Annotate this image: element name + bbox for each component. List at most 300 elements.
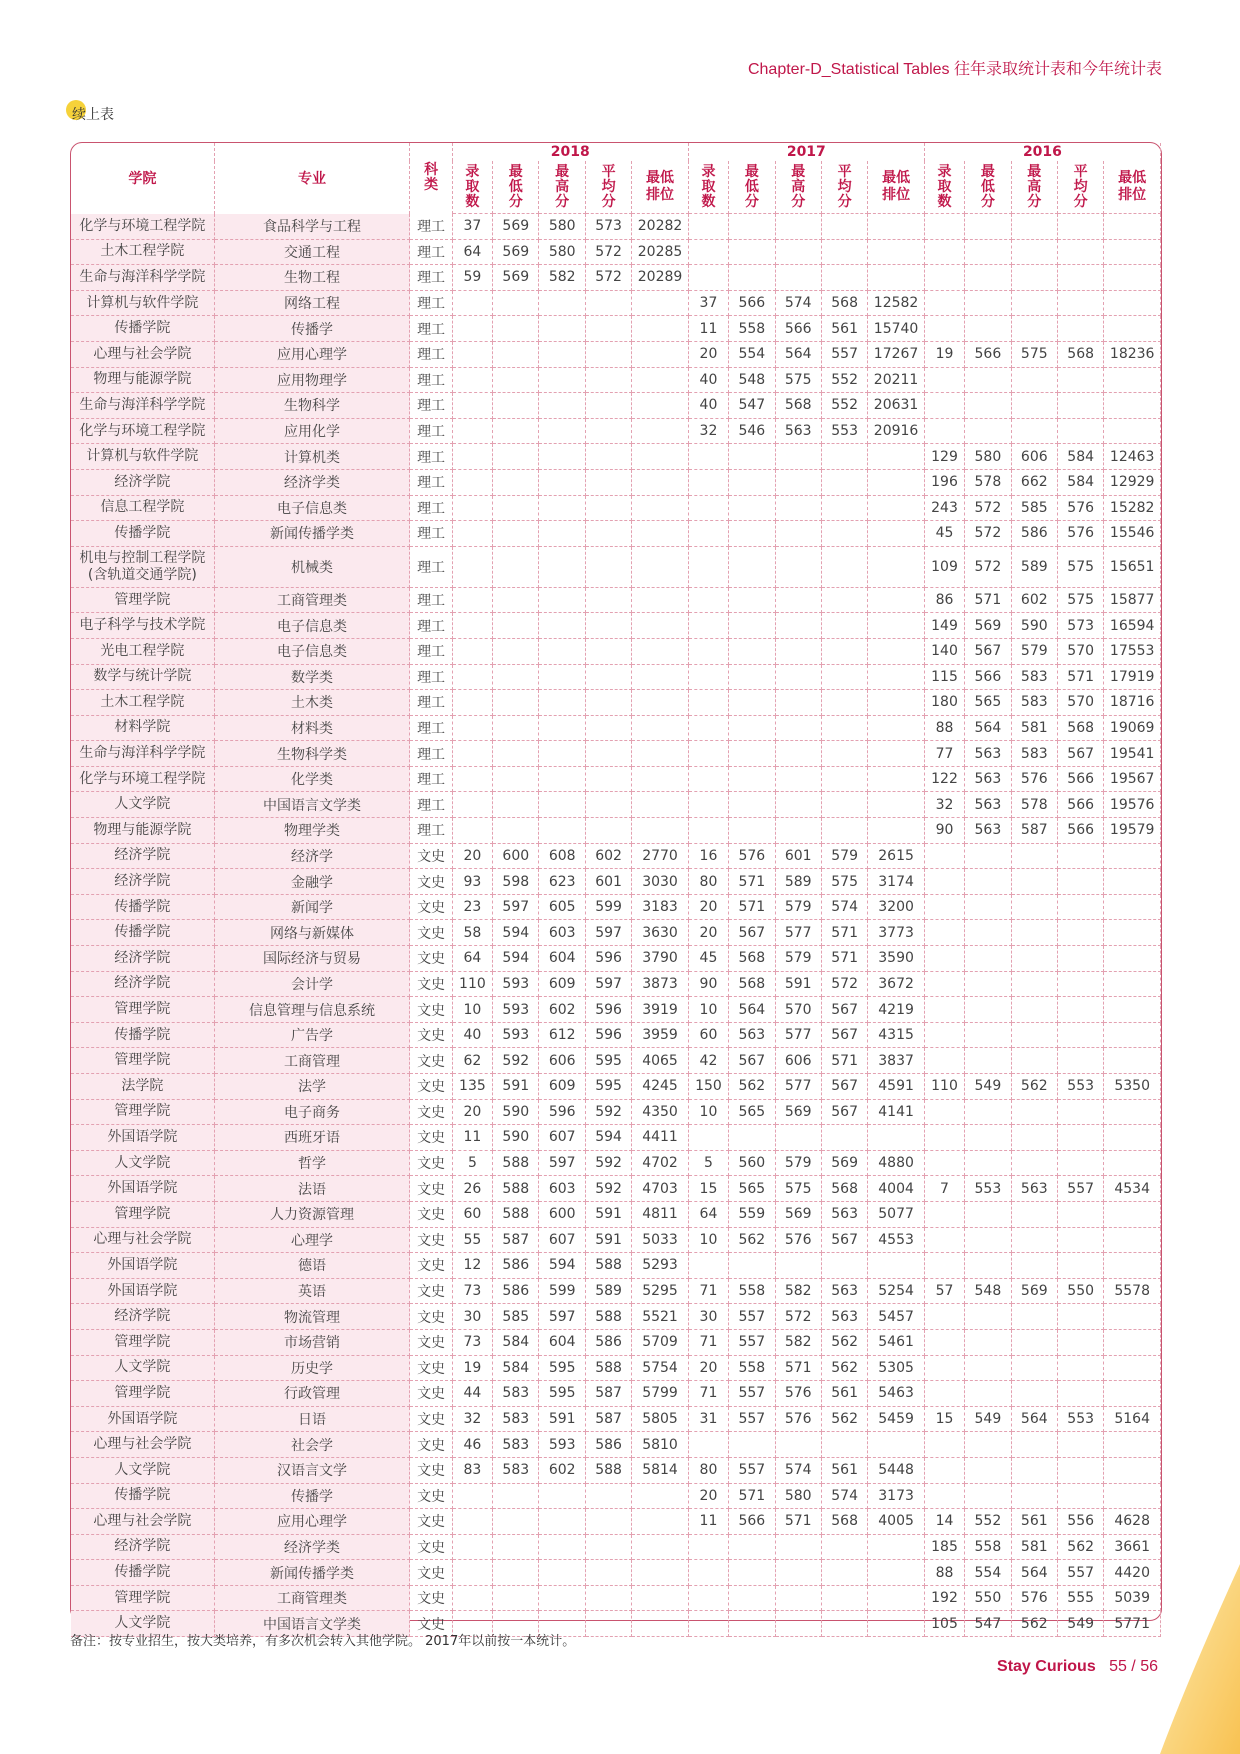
cell-college: 管理学院: [71, 1585, 214, 1611]
cell-value: [729, 546, 775, 587]
cell-value: [539, 766, 585, 792]
cell-major: 食品科学与工程: [214, 214, 410, 240]
table-row: [71, 613, 1161, 639]
cell-value: [585, 818, 631, 844]
cell-value: 572: [965, 546, 1011, 587]
cell-value: 583: [1011, 741, 1057, 767]
cell-value: 558: [729, 1278, 775, 1304]
cell-value: 16594: [1104, 613, 1161, 639]
cell-value: [1104, 316, 1161, 342]
cell-value: [539, 638, 585, 664]
cell-value: 580: [539, 239, 585, 265]
cell-value: 16: [688, 843, 728, 869]
cell-value: 571: [1057, 664, 1103, 690]
cell-value: 45: [924, 521, 964, 547]
cell-college: 外国语学院: [71, 1176, 214, 1202]
cell-college: 经济学院: [71, 869, 214, 895]
cell-major: 法学: [214, 1074, 410, 1100]
cell-value: [1057, 1304, 1103, 1330]
cell-value: [1011, 1201, 1057, 1227]
cell-value: 580: [965, 444, 1011, 470]
cell-value: 562: [729, 1074, 775, 1100]
cell-value: 135: [452, 1074, 492, 1100]
cell-college: 传播学院: [71, 894, 214, 920]
cell-value: 562: [1011, 1611, 1057, 1637]
cell-value: 2615: [868, 843, 925, 869]
cell-value: [965, 920, 1011, 946]
cell-value: [585, 741, 631, 767]
cell-college: 经济学院: [71, 469, 214, 495]
sub-col-header: 最高分: [775, 161, 821, 214]
cell-value: 5799: [632, 1381, 689, 1407]
cell-value: [493, 792, 539, 818]
cell-value: 58: [452, 920, 492, 946]
cell-value: [1011, 997, 1057, 1023]
cell-value: [539, 1534, 585, 1560]
cell-college: 传播学院: [71, 1483, 214, 1509]
cell-value: [632, 546, 689, 587]
cell-college: 电子科学与技术学院: [71, 613, 214, 639]
cell-college: 人文学院: [71, 1355, 214, 1381]
cell-value: 4811: [632, 1201, 689, 1227]
cell-category: 文史: [410, 1457, 452, 1483]
cell-value: 557: [729, 1304, 775, 1330]
cell-value: [1104, 1022, 1161, 1048]
cell-value: [452, 664, 492, 690]
cell-college: 信息工程学院: [71, 495, 214, 521]
cell-value: 3630: [632, 920, 689, 946]
cell-category: 理工: [410, 418, 452, 444]
cell-value: 576: [1057, 495, 1103, 521]
cell-value: [965, 869, 1011, 895]
cell-value: 561: [821, 1381, 867, 1407]
cell-major: 应用心理学: [214, 341, 410, 367]
cell-value: [539, 1483, 585, 1509]
cell-value: [965, 1227, 1011, 1253]
cell-value: 571: [821, 920, 867, 946]
cell-value: [821, 469, 867, 495]
cell-value: 569: [821, 1150, 867, 1176]
cell-value: 59: [452, 265, 492, 291]
cell-value: 88: [924, 1560, 964, 1586]
cell-value: [585, 1483, 631, 1509]
table-row: [71, 1227, 1161, 1253]
cell-value: [1104, 1432, 1161, 1458]
cell-value: 30: [688, 1304, 728, 1330]
cell-college: 人文学院: [71, 1150, 214, 1176]
cell-value: [924, 1048, 964, 1074]
cell-value: [821, 444, 867, 470]
cell-major: 法语: [214, 1176, 410, 1202]
cell-value: 584: [493, 1355, 539, 1381]
cell-value: 30: [452, 1304, 492, 1330]
cell-value: [868, 1125, 925, 1151]
cell-value: [965, 1253, 1011, 1279]
cell-value: [1011, 843, 1057, 869]
cell-value: [632, 638, 689, 664]
cell-major: 网络与新媒体: [214, 920, 410, 946]
col-college-header: 学院: [71, 143, 214, 214]
cell-category: 文史: [410, 971, 452, 997]
cell-category: 文史: [410, 1483, 452, 1509]
cell-value: [632, 792, 689, 818]
cell-value: [965, 1432, 1011, 1458]
cell-value: [1057, 290, 1103, 316]
cell-college: 计算机与软件学院: [71, 444, 214, 470]
cell-value: [688, 1560, 728, 1586]
table-row: [71, 1074, 1161, 1100]
cell-value: 563: [965, 741, 1011, 767]
cell-value: [1104, 290, 1161, 316]
cell-college: 生命与海洋科学学院: [71, 393, 214, 419]
table-row: [71, 715, 1161, 741]
cell-value: 588: [493, 1176, 539, 1202]
cell-value: 562: [1011, 1074, 1057, 1100]
cell-value: [775, 444, 821, 470]
cell-value: 83: [452, 1457, 492, 1483]
sub-col-header: 录取数: [688, 161, 728, 214]
cell-category: 理工: [410, 367, 452, 393]
cell-value: 20: [688, 894, 728, 920]
cell-value: 3790: [632, 946, 689, 972]
cell-major: 会计学: [214, 971, 410, 997]
cell-value: 71: [688, 1278, 728, 1304]
cell-category: 文史: [410, 1534, 452, 1560]
cell-value: [775, 792, 821, 818]
cell-value: 566: [1057, 792, 1103, 818]
cell-college: 外国语学院: [71, 1125, 214, 1151]
cell-college: 传播学院: [71, 1560, 214, 1586]
cell-value: 575: [1011, 341, 1057, 367]
cell-value: 561: [821, 316, 867, 342]
cell-value: 571: [729, 1483, 775, 1509]
table-row: [71, 1022, 1161, 1048]
cell-value: [775, 715, 821, 741]
table-row: [71, 690, 1161, 716]
cell-value: [1057, 239, 1103, 265]
cell-value: 5077: [868, 1201, 925, 1227]
year-header-2016: 2016: [924, 143, 1160, 161]
cell-value: 5461: [868, 1329, 925, 1355]
cell-value: 549: [965, 1074, 1011, 1100]
cell-value: [585, 290, 631, 316]
cell-value: 562: [821, 1406, 867, 1432]
cell-value: 584: [493, 1329, 539, 1355]
cell-value: [539, 1509, 585, 1535]
cell-value: 586: [585, 1432, 631, 1458]
cell-college: 外国语学院: [71, 1406, 214, 1432]
cell-value: [775, 1560, 821, 1586]
cell-value: [775, 546, 821, 587]
cell-value: [1057, 1483, 1103, 1509]
cell-value: [965, 1150, 1011, 1176]
cell-value: [585, 664, 631, 690]
cell-value: 564: [729, 997, 775, 1023]
cell-value: [493, 766, 539, 792]
cell-value: 557: [729, 1406, 775, 1432]
cell-value: 592: [585, 1176, 631, 1202]
cell-value: 576: [1011, 1585, 1057, 1611]
table-row: [71, 741, 1161, 767]
cell-value: 17919: [1104, 664, 1161, 690]
cell-value: 5771: [1104, 1611, 1161, 1637]
cell-value: [924, 1253, 964, 1279]
cell-value: [452, 546, 492, 587]
cell-value: 4880: [868, 1150, 925, 1176]
cell-value: 77: [924, 741, 964, 767]
cell-value: 586: [493, 1253, 539, 1279]
cell-value: [688, 546, 728, 587]
cell-value: [729, 1125, 775, 1151]
cell-value: 589: [585, 1278, 631, 1304]
cell-value: [868, 587, 925, 613]
cell-value: [1104, 1099, 1161, 1125]
cell-value: [688, 521, 728, 547]
cell-value: [493, 613, 539, 639]
continued-text: 续上表: [72, 107, 114, 123]
cell-value: 578: [1011, 792, 1057, 818]
cell-college: 数学与统计学院: [71, 664, 214, 690]
cell-value: [775, 664, 821, 690]
cell-value: [1011, 1253, 1057, 1279]
cell-value: 582: [539, 265, 585, 291]
table-row: [71, 239, 1161, 265]
table-row: [71, 997, 1161, 1023]
cell-college: 机电与控制工程学院(含轨道交通学院): [71, 546, 214, 587]
cell-value: 595: [585, 1048, 631, 1074]
col-major-header: 专业: [214, 143, 410, 214]
sub-col-header: 最低排位: [632, 161, 689, 214]
cell-value: [775, 1432, 821, 1458]
cell-value: [775, 766, 821, 792]
cell-value: 568: [775, 393, 821, 419]
cell-value: 571: [775, 1355, 821, 1381]
cell-value: 567: [821, 997, 867, 1023]
cell-value: [965, 1125, 1011, 1151]
page-number: 55 / 56: [1109, 1658, 1158, 1675]
cell-value: 592: [585, 1150, 631, 1176]
cell-value: [452, 469, 492, 495]
cell-value: [688, 469, 728, 495]
cell-value: [452, 1560, 492, 1586]
cell-value: [821, 1560, 867, 1586]
cell-value: 558: [965, 1534, 1011, 1560]
cell-value: [924, 920, 964, 946]
cell-value: [1104, 920, 1161, 946]
cell-value: 20: [688, 1483, 728, 1509]
cell-value: 4703: [632, 1176, 689, 1202]
cell-value: [729, 214, 775, 240]
cell-value: 576: [1057, 521, 1103, 547]
cell-major: 经济学: [214, 843, 410, 869]
cell-value: 3837: [868, 1048, 925, 1074]
cell-value: [775, 587, 821, 613]
cell-college: 传播学院: [71, 920, 214, 946]
cell-category: 文史: [410, 869, 452, 895]
cell-value: 563: [821, 1278, 867, 1304]
cell-value: 17267: [868, 341, 925, 367]
cell-value: 19: [924, 341, 964, 367]
cell-value: 589: [1011, 546, 1057, 587]
cell-value: [1104, 869, 1161, 895]
cell-value: [1011, 393, 1057, 419]
cell-value: [452, 367, 492, 393]
cell-value: 594: [585, 1125, 631, 1151]
cell-value: 571: [775, 1509, 821, 1535]
cell-value: 60: [688, 1022, 728, 1048]
cell-value: [775, 1611, 821, 1637]
cell-value: 4065: [632, 1048, 689, 1074]
cell-category: 理工: [410, 818, 452, 844]
cell-value: [924, 418, 964, 444]
cell-category: 文史: [410, 1176, 452, 1202]
cell-value: [452, 444, 492, 470]
cell-value: [924, 1381, 964, 1407]
sub-col-header: 最低分: [965, 161, 1011, 214]
cell-category: 文史: [410, 1509, 452, 1535]
cell-value: 612: [539, 1022, 585, 1048]
cell-value: 80: [688, 1457, 728, 1483]
cell-value: [585, 444, 631, 470]
cell-college: 人文学院: [71, 1457, 214, 1483]
cell-value: [924, 1329, 964, 1355]
cell-value: [452, 495, 492, 521]
cell-value: [688, 239, 728, 265]
cell-college: 计算机与软件学院: [71, 290, 214, 316]
cell-value: 115: [924, 664, 964, 690]
cell-value: [632, 367, 689, 393]
cell-value: [868, 521, 925, 547]
cell-value: [965, 1048, 1011, 1074]
cell-major: 英语: [214, 1278, 410, 1304]
cell-value: 566: [1057, 818, 1103, 844]
cell-value: 552: [821, 393, 867, 419]
cell-value: [965, 843, 1011, 869]
cell-value: [493, 664, 539, 690]
table-row: [71, 265, 1161, 291]
cell-value: 593: [493, 1022, 539, 1048]
cell-major: 工商管理类: [214, 587, 410, 613]
cell-value: [775, 613, 821, 639]
cell-value: 548: [965, 1278, 1011, 1304]
cell-value: [821, 587, 867, 613]
cell-value: 64: [688, 1201, 728, 1227]
cell-value: 40: [688, 393, 728, 419]
cell-category: 文史: [410, 946, 452, 972]
cell-value: 576: [1011, 766, 1057, 792]
cell-major: 电子信息类: [214, 495, 410, 521]
cell-value: 14: [924, 1509, 964, 1535]
cell-value: 19069: [1104, 715, 1161, 741]
cell-value: 4553: [868, 1227, 925, 1253]
cell-value: 563: [965, 766, 1011, 792]
cell-college: 光电工程学院: [71, 638, 214, 664]
cell-value: [965, 1201, 1011, 1227]
cell-category: 理工: [410, 587, 452, 613]
cell-value: [924, 1099, 964, 1125]
cell-category: 理工: [410, 690, 452, 716]
cell-value: [688, 664, 728, 690]
cell-value: 3959: [632, 1022, 689, 1048]
cell-value: [775, 521, 821, 547]
cell-value: [539, 469, 585, 495]
cell-value: 5457: [868, 1304, 925, 1330]
cell-value: [1057, 1381, 1103, 1407]
cell-value: 4628: [1104, 1509, 1161, 1535]
cell-value: 590: [1011, 613, 1057, 639]
cell-value: [821, 613, 867, 639]
cell-value: [1104, 971, 1161, 997]
continued-label: [72, 104, 114, 124]
table-row: [71, 869, 1161, 895]
cell-value: 580: [775, 1483, 821, 1509]
cell-value: [632, 766, 689, 792]
cell-value: 575: [1057, 546, 1103, 587]
cell-value: [775, 638, 821, 664]
table-row: [71, 1457, 1161, 1483]
cell-category: 理工: [410, 741, 452, 767]
table-row: [71, 1176, 1161, 1202]
cell-value: 583: [493, 1406, 539, 1432]
cell-value: [452, 741, 492, 767]
cell-value: [1011, 1022, 1057, 1048]
table-row: [71, 638, 1161, 664]
table-row: [71, 1099, 1161, 1125]
cell-value: [632, 341, 689, 367]
cell-value: 11: [452, 1125, 492, 1151]
cell-value: [585, 613, 631, 639]
cell-value: [585, 546, 631, 587]
cell-value: 554: [729, 341, 775, 367]
cell-value: 64: [452, 946, 492, 972]
table-row: [71, 418, 1161, 444]
cell-major: 工商管理类: [214, 1585, 410, 1611]
cell-value: 568: [729, 946, 775, 972]
cell-college: 土木工程学院: [71, 239, 214, 265]
cell-major: 行政管理: [214, 1381, 410, 1407]
cell-value: [821, 239, 867, 265]
cell-value: 569: [965, 613, 1011, 639]
cell-value: 564: [1011, 1560, 1057, 1586]
cell-major: 广告学: [214, 1022, 410, 1048]
cell-value: [868, 638, 925, 664]
cell-value: 5305: [868, 1355, 925, 1381]
table-row: [71, 393, 1161, 419]
cell-college: 管理学院: [71, 997, 214, 1023]
cell-category: 理工: [410, 664, 452, 690]
cell-value: 591: [585, 1227, 631, 1253]
cell-value: 12582: [868, 290, 925, 316]
cell-value: 20916: [868, 418, 925, 444]
cell-value: [1011, 316, 1057, 342]
cell-value: [493, 290, 539, 316]
cell-value: 19567: [1104, 766, 1161, 792]
cell-college: 化学与环境工程学院: [71, 418, 214, 444]
cell-value: [1011, 1099, 1057, 1125]
cell-value: [493, 1534, 539, 1560]
cell-category: 文史: [410, 1099, 452, 1125]
table-row: [71, 843, 1161, 869]
cell-value: 3183: [632, 894, 689, 920]
cell-value: 19: [452, 1355, 492, 1381]
cell-value: [688, 1611, 728, 1637]
cell-value: 567: [821, 1022, 867, 1048]
cell-value: [688, 741, 728, 767]
cell-value: [775, 265, 821, 291]
cell-value: 3773: [868, 920, 925, 946]
cell-value: 552: [965, 1509, 1011, 1535]
cell-college: 土木工程学院: [71, 690, 214, 716]
